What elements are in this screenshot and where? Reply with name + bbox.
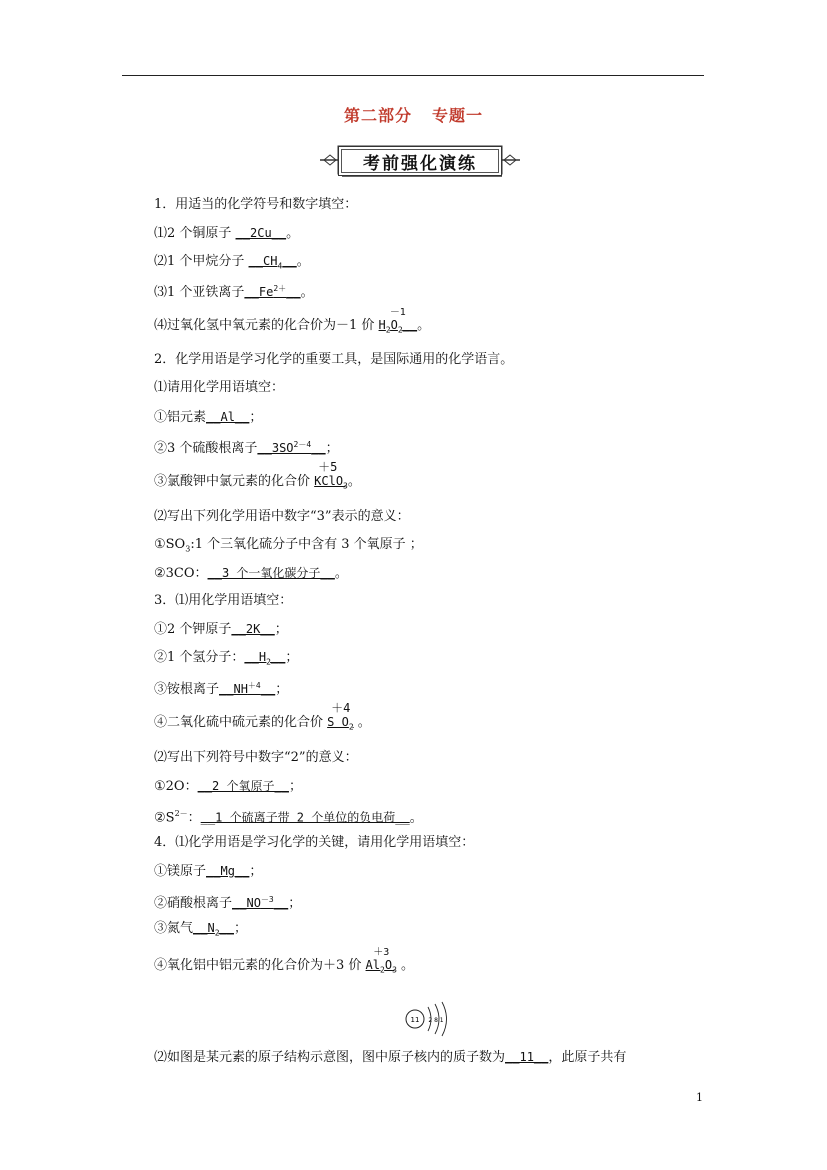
text: __ bbox=[286, 285, 301, 299]
valence: ＋5 bbox=[318, 460, 338, 474]
text: ②1 个氢分子： bbox=[154, 650, 245, 665]
subscript: 2 bbox=[214, 928, 220, 938]
text: ： bbox=[187, 810, 201, 826]
q4-item-1b bbox=[154, 891, 301, 913]
banner-label: 考前强化演练 bbox=[338, 146, 502, 176]
q2-item-1a bbox=[154, 408, 262, 427]
question-3: 3．⑴用化学用语填空： bbox=[154, 593, 293, 608]
subscript: 2 bbox=[348, 722, 354, 732]
text: __ bbox=[270, 650, 286, 664]
q3-item-1d bbox=[154, 701, 371, 736]
answer bbox=[365, 947, 397, 979]
text: ； bbox=[233, 921, 247, 936]
q3-item-1b bbox=[154, 648, 298, 671]
subscript: 3 bbox=[185, 544, 191, 554]
text: ⑵1 个甲烷分子 bbox=[154, 254, 249, 269]
page-title bbox=[0, 103, 827, 126]
valence: ＋3 bbox=[373, 947, 390, 958]
superscript: 2－4 bbox=[293, 440, 312, 449]
subscript: 2 bbox=[397, 325, 403, 335]
text: 。 bbox=[417, 318, 431, 333]
text: __ bbox=[311, 441, 326, 455]
q2-item-2b bbox=[154, 564, 348, 583]
answer bbox=[248, 254, 297, 271]
text: __ bbox=[402, 318, 418, 332]
answer: __2K__ bbox=[231, 622, 275, 636]
text: O bbox=[384, 958, 393, 972]
text: 。 bbox=[409, 810, 423, 826]
text: ； bbox=[288, 779, 302, 794]
text: ⑴2 个铜原子 bbox=[154, 226, 236, 241]
text: __H bbox=[244, 650, 267, 664]
answer bbox=[232, 896, 288, 910]
subscript: 2 bbox=[266, 657, 271, 667]
q2-part-1: ⑴请用化学用语填空： bbox=[154, 380, 285, 395]
q2-item-1c bbox=[154, 460, 361, 495]
text: H bbox=[378, 318, 386, 332]
q1-item-2 bbox=[154, 252, 310, 275]
text: 。 bbox=[296, 254, 310, 269]
text: ①铝元素 bbox=[154, 410, 207, 425]
answer: __Mg__ bbox=[206, 864, 250, 878]
answer: __1 个硫离子带 2 个单位的负电荷__ bbox=[200, 810, 410, 825]
answer: __2Cu__ bbox=[235, 226, 287, 240]
text: ②3 个硫酸根离子 bbox=[154, 441, 258, 456]
text: 。 bbox=[300, 285, 314, 300]
section-banner bbox=[320, 143, 520, 179]
text: ； bbox=[249, 864, 263, 879]
text: 。 bbox=[353, 715, 371, 730]
text: __ bbox=[273, 896, 289, 910]
question-2: 2．化学用语是学习化学的重要工具，是国际通用的化学语言。 bbox=[154, 352, 514, 367]
text: ①2O： bbox=[154, 779, 198, 794]
text: ②S bbox=[154, 810, 175, 826]
q4-item-1d bbox=[154, 947, 415, 979]
q2-item-2a bbox=[154, 536, 423, 559]
text: __ bbox=[282, 254, 297, 268]
text: ④氧化铝中铝元素的化合价为＋3 价 bbox=[154, 958, 366, 973]
title-part: 第二部分 bbox=[343, 106, 412, 125]
superscript: ＋4 bbox=[247, 681, 261, 690]
q3-item-1c bbox=[154, 677, 288, 699]
text: ③铵根离子 bbox=[154, 682, 220, 697]
answer bbox=[257, 441, 325, 455]
text: ； bbox=[274, 622, 288, 637]
text: __Fe bbox=[244, 285, 274, 299]
q3-part-2: ⑵写出下列符号中数字“2”的意义： bbox=[154, 750, 358, 765]
answer: __11__ bbox=[505, 1050, 549, 1064]
text: ，此原子共有 bbox=[548, 1050, 627, 1065]
text: ②3CO： bbox=[154, 566, 208, 581]
q2-item-1b bbox=[154, 436, 339, 458]
text: __N bbox=[193, 921, 215, 935]
text: KClO bbox=[314, 474, 344, 488]
subscript: 2 bbox=[380, 965, 385, 975]
text: __3SO bbox=[257, 441, 294, 455]
subscript: 2 bbox=[385, 325, 391, 335]
header-rule bbox=[122, 75, 704, 76]
q3-item-2a bbox=[154, 777, 302, 796]
valence: －1 bbox=[389, 307, 406, 318]
superscript: 2－ bbox=[174, 809, 188, 818]
title-topic: 专题一 bbox=[432, 106, 484, 125]
text: :1 个三氧化硫分子中含有 3 个氧原子 ； bbox=[190, 537, 423, 552]
answer bbox=[244, 650, 286, 667]
q1-item-1 bbox=[154, 224, 299, 243]
superscript: 2＋ bbox=[273, 284, 287, 293]
text: ⑷过氧化氢中氧元素的化合价为－1 价 bbox=[154, 318, 379, 333]
q4-item-1c bbox=[154, 919, 247, 942]
answer bbox=[327, 701, 354, 736]
q1-item-4 bbox=[154, 307, 431, 339]
text: __CH bbox=[248, 254, 278, 268]
valence: ＋4 bbox=[331, 701, 351, 715]
answer: __3 个一氧化碳分子__ bbox=[207, 566, 335, 580]
text: ①镁原子 bbox=[154, 864, 207, 879]
question-4: 4．⑴化学用语是学习化学的关键，请用化学用语填空： bbox=[154, 835, 475, 850]
q1-item-3 bbox=[154, 280, 314, 302]
q2-part-2: ⑵写出下列化学用语中数字“3”表示的意义： bbox=[154, 509, 410, 524]
text: O bbox=[390, 318, 398, 332]
text: ； bbox=[249, 410, 263, 425]
answer bbox=[314, 460, 348, 495]
answer: __Al__ bbox=[206, 410, 250, 424]
text: 。 bbox=[347, 474, 361, 489]
nucleus-label: 11 bbox=[410, 1016, 420, 1024]
subscript: 3 bbox=[343, 481, 348, 491]
subscript: 4 bbox=[277, 261, 283, 271]
superscript: －3 bbox=[260, 895, 274, 904]
text: __NH bbox=[219, 682, 248, 696]
answer: __2 个氧原子__ bbox=[197, 779, 289, 793]
text: 。 bbox=[396, 958, 415, 973]
question-1: 1．用适当的化学符号和数字填空： bbox=[154, 197, 358, 212]
answer bbox=[378, 307, 418, 339]
answer bbox=[219, 682, 275, 696]
text: ⑶1 个亚铁离子 bbox=[154, 285, 245, 300]
q4-part-2 bbox=[154, 1048, 626, 1067]
text: S O bbox=[327, 715, 349, 729]
subscript: 3 bbox=[392, 965, 397, 975]
text: ③氮气 bbox=[154, 921, 194, 936]
text: 。 bbox=[334, 566, 348, 581]
answer bbox=[193, 921, 234, 938]
q3-item-2b bbox=[154, 805, 423, 827]
text: ； bbox=[275, 682, 289, 697]
page-number: 1 bbox=[696, 1091, 703, 1104]
text: __NO bbox=[232, 896, 261, 910]
answer bbox=[244, 285, 300, 299]
text: Al bbox=[365, 958, 380, 972]
text: ⑵如图是某元素的原子结构示意图，图中原子核内的质子数为 bbox=[154, 1050, 506, 1065]
text: ③氯酸钾中氯元素的化合价 bbox=[154, 474, 315, 489]
text: ②硝酸根离子 bbox=[154, 896, 233, 911]
q3-item-1a bbox=[154, 620, 288, 639]
text: ； bbox=[288, 896, 302, 911]
atom-structure-diagram bbox=[403, 999, 453, 1039]
shell-electrons: 2 8 1 bbox=[428, 1017, 444, 1024]
text: ； bbox=[285, 650, 299, 665]
text: __ bbox=[260, 682, 276, 696]
text: ④二氧化硫中硫元素的化合价 bbox=[154, 715, 328, 730]
q4-item-1a bbox=[154, 862, 262, 881]
text: ①SO bbox=[154, 537, 186, 552]
text: ； bbox=[325, 441, 339, 456]
text: ①2 个钾原子 bbox=[154, 622, 232, 637]
text: __ bbox=[219, 921, 234, 935]
text: 。 bbox=[286, 226, 300, 241]
